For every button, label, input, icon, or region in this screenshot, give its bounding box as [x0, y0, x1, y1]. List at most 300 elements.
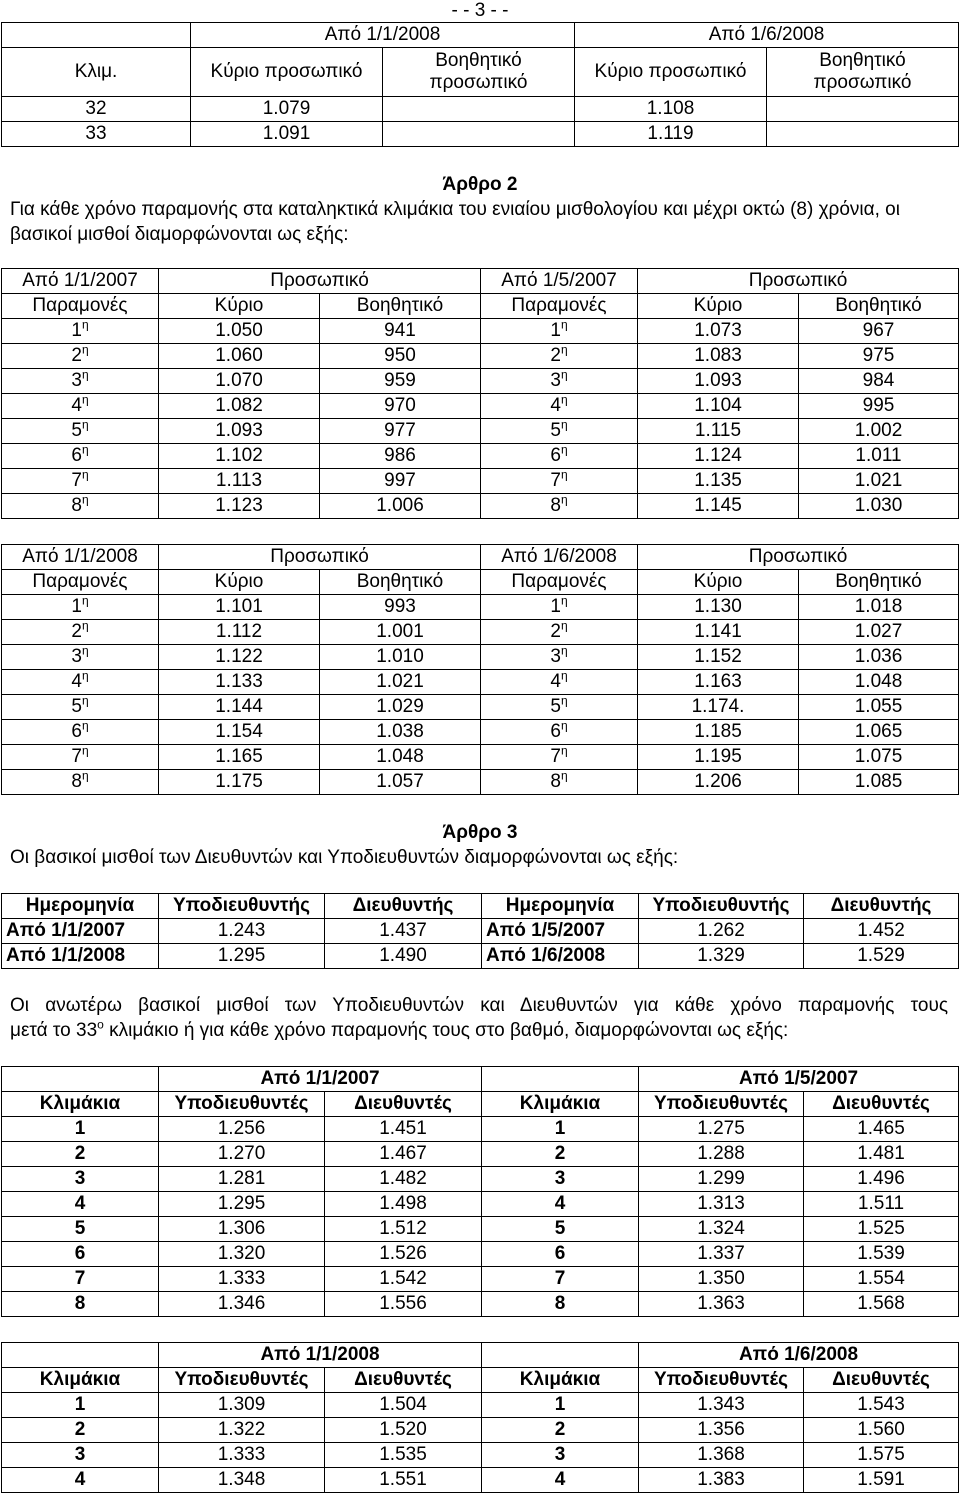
table-cell: 1.243	[159, 919, 325, 944]
table-cell: 1.256	[159, 1117, 325, 1142]
table-cell: 2	[2, 1142, 159, 1167]
line2-pre: μετά το 33	[10, 1020, 98, 1041]
table-cell: 1.195	[638, 745, 799, 770]
table-cell: 1.050	[159, 319, 320, 344]
table-cell: 1.333	[159, 1267, 325, 1292]
t3-prosopiko-a: Προσωπικό	[159, 545, 481, 570]
table-cell: 1.029	[320, 695, 481, 720]
table-cell: 8	[2, 1292, 159, 1317]
table-cell: 1	[482, 1393, 639, 1418]
table-cell: 1.520	[325, 1418, 482, 1443]
table-cell: Από 1/1/2008	[2, 944, 159, 969]
table-row	[2, 319, 959, 344]
table-cell: 1.115	[638, 419, 799, 444]
table-cell: 1.060	[159, 344, 320, 369]
table-cell: 1.539	[804, 1242, 959, 1267]
table-cell: 1	[482, 1117, 639, 1142]
table-cell: 1.281	[159, 1167, 325, 1192]
table-cell: 3	[482, 1167, 639, 1192]
t1-col-kyrio-b: Κύριο προσωπικό	[575, 48, 767, 97]
table-cell: 1.113	[159, 469, 320, 494]
table-cell: 1.083	[638, 344, 799, 369]
table-row	[2, 1292, 959, 1317]
table-cell: 1.309	[159, 1393, 325, 1418]
table-cell: 1.102	[159, 444, 320, 469]
paramoni-number: 5	[71, 696, 82, 717]
ordinal-suffix: η	[81, 744, 89, 758]
table-row	[2, 1117, 959, 1142]
table-cell	[481, 720, 638, 745]
table-cell: 977	[320, 419, 481, 444]
t3-paramones-b: Παραμονές	[481, 570, 638, 595]
t2-voith-a: Βοηθητικό	[320, 294, 481, 319]
table-header-cell: Υποδιευθυντές	[639, 1092, 804, 1117]
table-cell	[481, 670, 638, 695]
table-cell: 1.154	[159, 720, 320, 745]
paramoni-number: 1	[71, 596, 82, 617]
ordinal-suffix: η	[81, 594, 89, 608]
table-cell: 1	[2, 1393, 159, 1418]
t2-paramones-a: Παραμονές	[2, 294, 159, 319]
ordinal-suffix: η	[81, 769, 89, 783]
t1-cell	[383, 97, 575, 122]
directors-paragraph-line1: Οι ανωτέρω βασικοί μισθοί των Υποδιευθυντών και Διευθυντών για κάθε χρόνο παραμονής τους	[10, 995, 948, 1016]
ordinal-suffix: η	[560, 719, 568, 733]
ordinal-suffix: η	[560, 343, 568, 357]
table-row	[2, 1167, 959, 1192]
t3-date-a: Από 1/1/2008	[2, 545, 159, 570]
paramoni-number: 7	[550, 470, 561, 491]
table-cell: 1.591	[804, 1468, 959, 1493]
table-header-cell: Υποδιευθυντές	[159, 1092, 325, 1117]
table-cell	[481, 394, 638, 419]
table-cell: 1.165	[159, 745, 320, 770]
table-cell: 1.350	[639, 1267, 804, 1292]
table-cell: 1.363	[639, 1292, 804, 1317]
t1-cell: 1.119	[575, 122, 767, 147]
t1-date-a: Από 1/1/2008	[191, 23, 575, 48]
table-cell: 1.021	[320, 670, 481, 695]
table-cell: 1.145	[638, 494, 799, 519]
table-cell: 1.275	[639, 1117, 804, 1142]
t1-col-kyrio-a: Κύριο προσωπικό	[191, 48, 383, 97]
paramoni-number: 3	[550, 646, 561, 667]
paramoni-number: 5	[550, 420, 561, 441]
table-cell: 1.481	[804, 1142, 959, 1167]
table-cell: 1.529	[804, 944, 959, 969]
ordinal-suffix: η	[81, 468, 89, 482]
table-cell: 986	[320, 444, 481, 469]
table-cell: 1.057	[320, 770, 481, 795]
paramoni-number: 8	[550, 771, 561, 792]
ordinal-suffix: η	[560, 418, 568, 432]
table-cell: 2	[482, 1142, 639, 1167]
table-cell	[481, 369, 638, 394]
table-cell: 1.368	[639, 1443, 804, 1468]
table-cell: 1.490	[325, 944, 482, 969]
table-row	[2, 645, 959, 670]
table-header-row	[2, 894, 959, 919]
table-header-cell: Διευθυντές	[325, 1368, 482, 1393]
table-cell: 1.070	[159, 369, 320, 394]
table-row	[2, 1443, 959, 1468]
paramoni-number: 6	[71, 445, 82, 466]
table-cell: 1.313	[639, 1192, 804, 1217]
table-cell	[2, 494, 159, 519]
paramoni-number: 3	[71, 370, 82, 391]
table-cell: 1.556	[325, 1292, 482, 1317]
table-cell	[2, 745, 159, 770]
table-cell: 1	[2, 1117, 159, 1142]
ordinal-suffix: η	[560, 744, 568, 758]
table-header-cell: Υποδιευθυντής	[159, 894, 325, 919]
table-cell: 1.526	[325, 1242, 482, 1267]
table-cell: 6	[2, 1242, 159, 1267]
table-cell: 1.535	[325, 1443, 482, 1468]
table-header-cell: Ημερομηνία	[482, 894, 639, 919]
table-cell	[481, 319, 638, 344]
paramoni-number: 6	[550, 445, 561, 466]
ordinal-suffix: η	[81, 368, 89, 382]
table-cell	[481, 745, 638, 770]
arthro-3-text: Οι βασικοί μισθοί των Διευθυντών και Υποδιευθυντών διαμορφώνονται ως εξής:	[10, 847, 679, 868]
paramoni-number: 4	[71, 671, 82, 692]
ordinal-suffix: η	[81, 694, 89, 708]
table-cell: 1.295	[159, 1192, 325, 1217]
table-cell: 1.144	[159, 695, 320, 720]
table-cell: 7	[482, 1267, 639, 1292]
paramoni-number: 2	[550, 621, 561, 642]
t3-voith-b: Βοηθητικό	[799, 570, 959, 595]
ordinal-suffix: η	[81, 318, 89, 332]
paramoni-number: 2	[71, 621, 82, 642]
table-cell: 1.101	[159, 595, 320, 620]
table-directors	[1, 893, 959, 969]
t1-cell	[767, 122, 959, 147]
table-cell	[2, 695, 159, 720]
table-row	[2, 1267, 959, 1292]
table-cell: 1.048	[799, 670, 959, 695]
t3-kyrio-a: Κύριο	[159, 570, 320, 595]
t3-date-b: Από 1/6/2008	[481, 545, 638, 570]
table-cell: 995	[799, 394, 959, 419]
table-cell: 1.133	[159, 670, 320, 695]
table-cell	[2, 444, 159, 469]
table-cell	[2, 770, 159, 795]
table-cell: Από 1/1/2007	[2, 919, 159, 944]
ordinal-suffix: η	[560, 468, 568, 482]
t1-col-voith-a: Βοηθητικό προσωπικό	[383, 48, 575, 97]
table-cell: 1.010	[320, 645, 481, 670]
table-header-cell: Υποδιευθυντές	[639, 1368, 804, 1393]
table-cell	[2, 645, 159, 670]
table-header-cell: Ημερομηνία	[2, 894, 159, 919]
table-cell: 1.112	[159, 620, 320, 645]
table-cell: 5	[482, 1217, 639, 1242]
table-row	[2, 122, 959, 147]
table-cell: 1.543	[804, 1393, 959, 1418]
table-cell: 1.504	[325, 1393, 482, 1418]
table-cell: 1.163	[638, 670, 799, 695]
table-cell: 1.093	[638, 369, 799, 394]
ordinal-suffix: η	[81, 393, 89, 407]
table-cell: 6	[482, 1242, 639, 1267]
table-cell	[481, 469, 638, 494]
paramoni-number: 7	[71, 470, 82, 491]
line2-post: κλιμάκιο ή για κάθε χρόνο παραμονής τους στο βαθμό, διαμορφώνονται ως εξής:	[103, 1020, 789, 1041]
table-cell: 1.511	[804, 1192, 959, 1217]
t2-prosopiko-b: Προσωπικό	[638, 269, 959, 294]
table-cell: Από 1/6/2008	[482, 944, 639, 969]
ordinal-suffix: η	[81, 669, 89, 683]
table-row	[2, 344, 959, 369]
table-cell	[481, 444, 638, 469]
table-cell: Από 1/5/2007	[482, 919, 639, 944]
table-paramones-2007	[1, 268, 959, 519]
table-cell: 1.299	[639, 1167, 804, 1192]
table-row	[2, 620, 959, 645]
ordinal-suffix: η	[81, 719, 89, 733]
t5-empty-b	[482, 1067, 639, 1092]
table-cell: 1.324	[639, 1217, 804, 1242]
table-header-row	[2, 1092, 959, 1117]
t2-prosopiko-a: Προσωπικό	[159, 269, 481, 294]
table-cell: 1.002	[799, 419, 959, 444]
table-cell	[2, 469, 159, 494]
table-cell: 4	[2, 1468, 159, 1493]
table-row	[2, 1192, 959, 1217]
table-row	[2, 469, 959, 494]
table-cell: 1.104	[638, 394, 799, 419]
table-cell: 1.337	[639, 1242, 804, 1267]
table-cell: 967	[799, 319, 959, 344]
table-cell: 7	[2, 1267, 159, 1292]
table-paramones-2008	[1, 544, 959, 795]
table-cell	[2, 620, 159, 645]
table-cell: 1.055	[799, 695, 959, 720]
t1-cell: 33	[2, 122, 191, 147]
paramoni-number: 5	[71, 420, 82, 441]
table-cell: 984	[799, 369, 959, 394]
paramoni-number: 8	[71, 495, 82, 516]
table-row	[2, 1418, 959, 1443]
table-cell	[481, 494, 638, 519]
table-row	[2, 919, 959, 944]
table-cell	[481, 595, 638, 620]
table-row	[2, 1217, 959, 1242]
t2-date-b: Από 1/5/2007	[481, 269, 638, 294]
table-cell: 1.174.	[638, 695, 799, 720]
ordinal-suffix: η	[560, 368, 568, 382]
paramoni-number: 4	[550, 671, 561, 692]
table-cell: 1.320	[159, 1242, 325, 1267]
t6-empty-b	[482, 1343, 639, 1368]
table-cell: 1.465	[804, 1117, 959, 1142]
table-cell: 1.135	[638, 469, 799, 494]
table-header-cell: Διευθυντές	[325, 1092, 482, 1117]
table-cell: 1.175	[159, 770, 320, 795]
t1-cell: 32	[2, 97, 191, 122]
table-cell: 1.343	[639, 1393, 804, 1418]
table-cell: 1.122	[159, 645, 320, 670]
ordinal-suffix: η	[81, 343, 89, 357]
table-cell: 1.123	[159, 494, 320, 519]
table-cell: 970	[320, 394, 481, 419]
table-row	[2, 944, 959, 969]
table-cell: 3	[2, 1443, 159, 1468]
table-header-cell: Υποδιευθυντές	[159, 1368, 325, 1393]
table-header-cell: Κλιμάκια	[2, 1368, 159, 1393]
paramoni-number: 5	[550, 696, 561, 717]
table-cell	[2, 720, 159, 745]
table-cell: 1.525	[804, 1217, 959, 1242]
paramoni-number: 6	[71, 721, 82, 742]
t5-empty-a	[2, 1067, 159, 1092]
table-cell: 1.262	[639, 919, 804, 944]
t3-prosopiko-b: Προσωπικό	[638, 545, 959, 570]
table-cell	[481, 620, 638, 645]
table-cell	[481, 344, 638, 369]
line2-sup: ο	[97, 1017, 104, 1032]
ordinal-suffix: η	[560, 619, 568, 633]
table-cell: 1.451	[325, 1117, 482, 1142]
table-row	[2, 745, 959, 770]
table-cell: 997	[320, 469, 481, 494]
paramoni-number: 4	[71, 395, 82, 416]
paramoni-number: 6	[550, 721, 561, 742]
table-cell: 1.065	[799, 720, 959, 745]
table-klimakia-2007	[1, 1066, 959, 1317]
table-cell: 4	[482, 1468, 639, 1493]
table-header-cell: Διευθυντές	[804, 1092, 959, 1117]
ordinal-suffix: η	[560, 769, 568, 783]
table-cell: 1.452	[804, 919, 959, 944]
t1-cell: 1.108	[575, 97, 767, 122]
ordinal-suffix: η	[560, 594, 568, 608]
table-cell: 1.467	[325, 1142, 482, 1167]
table-cell: 1.036	[799, 645, 959, 670]
ordinal-suffix: η	[560, 493, 568, 507]
table-cell: 1.346	[159, 1292, 325, 1317]
ordinal-suffix: η	[560, 393, 568, 407]
ordinal-suffix: η	[560, 318, 568, 332]
t5-date-a: Από 1/1/2007	[159, 1067, 482, 1092]
paramoni-number: 1	[550, 596, 561, 617]
table-cell: 1.554	[804, 1267, 959, 1292]
table-cell: 1.048	[320, 745, 481, 770]
table-cell	[2, 595, 159, 620]
paramoni-number: 4	[550, 395, 561, 416]
table-header-cell: Διευθυντές	[804, 1368, 959, 1393]
ordinal-suffix: η	[560, 694, 568, 708]
paramoni-number: 7	[71, 746, 82, 767]
t6-date-a: Από 1/1/2008	[159, 1343, 482, 1368]
ordinal-suffix: η	[81, 619, 89, 633]
table-header-cell: Διευθυντής	[804, 894, 959, 919]
table-header-cell: Διευθυντής	[325, 894, 482, 919]
table-cell: 1.437	[325, 919, 482, 944]
table-header-row	[2, 1368, 959, 1393]
table-cell	[2, 344, 159, 369]
arthro-3-title: Άρθρο 3	[442, 822, 518, 843]
table-cell: 1.082	[159, 394, 320, 419]
table-cell: 1.270	[159, 1142, 325, 1167]
t1-empty	[2, 23, 191, 48]
t2-kyrio-b: Κύριο	[638, 294, 799, 319]
table-cell: 1.006	[320, 494, 481, 519]
t5-date-b: Από 1/5/2007	[639, 1067, 959, 1092]
table-row	[2, 1242, 959, 1267]
table-cell: 1.575	[804, 1443, 959, 1468]
table-cell: 1.130	[638, 595, 799, 620]
table-row	[2, 1393, 959, 1418]
table-cell: 1.206	[638, 770, 799, 795]
table-cell: 1.085	[799, 770, 959, 795]
ordinal-suffix: η	[81, 418, 89, 432]
t6-empty-a	[2, 1343, 159, 1368]
table-row	[2, 595, 959, 620]
table-cell: 3	[2, 1167, 159, 1192]
table-cell: 1.329	[639, 944, 804, 969]
t1-col-klim: Κλιμ.	[2, 48, 191, 97]
table-cell: 975	[799, 344, 959, 369]
table-header-cell: Κλιμάκια	[482, 1092, 639, 1117]
table-cell: 2	[2, 1418, 159, 1443]
table-cell	[2, 670, 159, 695]
table-cell: 1.560	[804, 1418, 959, 1443]
table-cell	[481, 695, 638, 720]
table-row	[2, 419, 959, 444]
table-cell: 1.073	[638, 319, 799, 344]
t2-voith-b: Βοηθητικό	[799, 294, 959, 319]
table-cell: 950	[320, 344, 481, 369]
table-row	[2, 770, 959, 795]
table-cell: 1.306	[159, 1217, 325, 1242]
paramoni-number: 3	[550, 370, 561, 391]
ordinal-suffix: η	[81, 443, 89, 457]
table-cell: 1.512	[325, 1217, 482, 1242]
table-cell: 1.001	[320, 620, 481, 645]
table-cell	[2, 419, 159, 444]
table-cell: 1.498	[325, 1192, 482, 1217]
table-row	[2, 695, 959, 720]
paramoni-number: 2	[71, 345, 82, 366]
table-cell	[481, 419, 638, 444]
table-cell: 1.093	[159, 419, 320, 444]
paramoni-number: 8	[550, 495, 561, 516]
t2-date-a: Από 1/1/2007	[2, 269, 159, 294]
page-number: - - 3 - -	[451, 0, 509, 21]
t6-date-b: Από 1/6/2008	[639, 1343, 959, 1368]
table-row	[2, 1142, 959, 1167]
t3-paramones-a: Παραμονές	[2, 570, 159, 595]
table-cell: 1.018	[799, 595, 959, 620]
table-cell: 2	[482, 1418, 639, 1443]
table-cell: 1.075	[799, 745, 959, 770]
ordinal-suffix: η	[81, 644, 89, 658]
paramoni-number: 3	[71, 646, 82, 667]
paramoni-number: 1	[71, 320, 82, 341]
table-header-cell: Κλιμάκια	[2, 1092, 159, 1117]
arthro-2-title: Άρθρο 2	[442, 174, 518, 195]
table-row	[2, 394, 959, 419]
t2-paramones-b: Παραμονές	[481, 294, 638, 319]
table-cell: 1.011	[799, 444, 959, 469]
ordinal-suffix: η	[560, 669, 568, 683]
table-row	[2, 494, 959, 519]
table-cell	[2, 394, 159, 419]
table-cell: 1.141	[638, 620, 799, 645]
